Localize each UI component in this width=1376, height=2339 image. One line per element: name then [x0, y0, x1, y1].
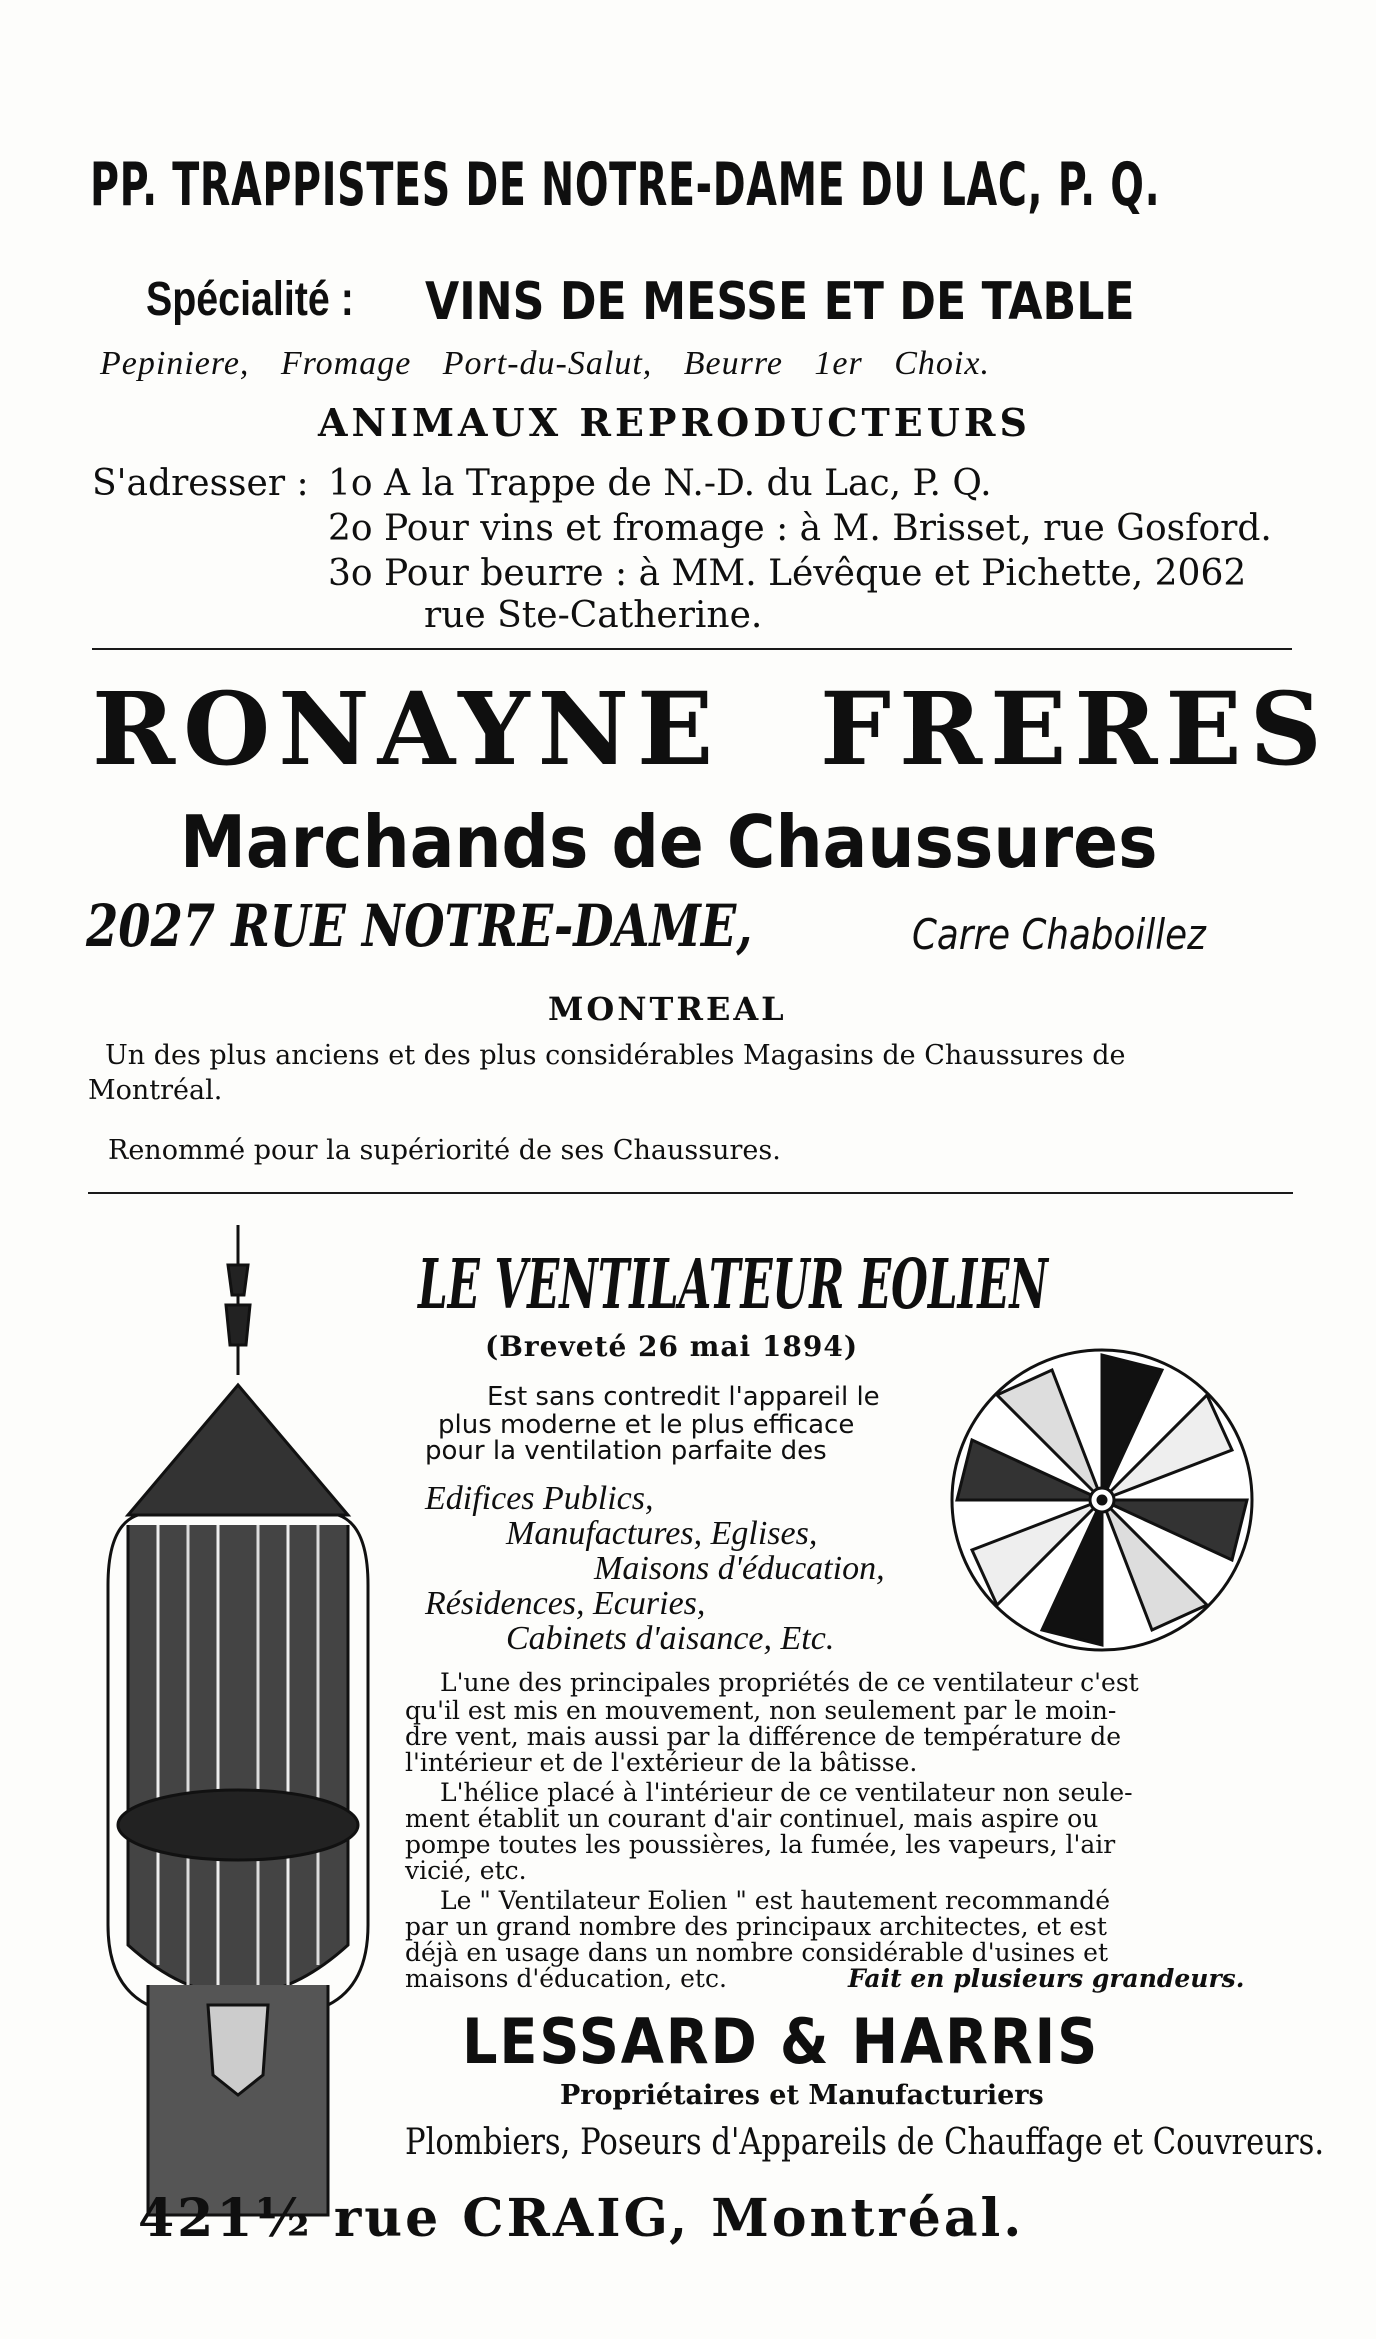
address-line: 3o Pour beurre : à MM. Lévêque et Pichette, 2062	[328, 553, 1247, 594]
trappistes-title: PP. TRAPPISTES DE NOTRE-DAME DU LAC, P. Q.	[90, 150, 1161, 220]
ventilator-illustration	[88, 1225, 418, 2225]
body-line: pompe toutes les poussières, la fumée, les vapeurs, l'air	[405, 1830, 1116, 1859]
body-line: vicié, etc.	[405, 1856, 527, 1885]
use-item: Cabinets d'aisance, Etc.	[506, 1620, 835, 1657]
use-item: Manufactures, Eglises,	[506, 1515, 818, 1552]
maker-role: Propriétaires et Manufacturiers	[560, 2080, 1044, 2111]
intro-line: Est sans contredit l'appareil le	[487, 1382, 880, 1412]
adresser-label: S'adresser :	[92, 463, 309, 504]
body-line: dre vent, mais aussi par la différence de température de	[405, 1722, 1122, 1751]
ronayne-city: MONTREAL	[548, 990, 787, 1028]
animaux-heading: ANIMAUX REPRODUCTEURS	[318, 400, 1031, 445]
body-line: qu'il est mis en mouvement, non seulement par le moin-	[405, 1696, 1117, 1725]
ronayne-name-2: FRERES	[820, 670, 1330, 788]
ronayne-description-2: Montréal.	[88, 1075, 223, 1106]
body-line: L'hélice placé à l'intérieur de ce ventilateur non seule-	[440, 1778, 1133, 1807]
ventilateur-brevet: (Breveté 26 mai 1894)	[485, 1330, 859, 1363]
divider	[88, 1192, 1293, 1194]
maker-address: 421½ rue CRAIG, Montréal.	[138, 2188, 1025, 2249]
specialite-value: VINS DE MESSE ET DE TABLE	[425, 272, 1135, 332]
ronayne-subtitle: Marchands de Chaussures	[180, 800, 1158, 884]
use-item: Résidences, Ecuries,	[425, 1585, 706, 1622]
maker-trades: Plombiers, Poseurs d'Appareils de Chauffage et Couvreurs.	[405, 2122, 1325, 2163]
address-line: 2o Pour vins et fromage : à M. Brisset, rue Gosford.	[328, 508, 1272, 549]
address-line: 1o A la Trappe de N.-D. du Lac, P. Q.	[328, 463, 992, 504]
maker-name: LESSARD & HARRIS	[462, 2005, 1100, 2078]
ronayne-address: 2027 RUE NOTRE-DAME,	[86, 892, 753, 960]
sizes-note: Fait en plusieurs grandeurs.	[848, 1964, 1245, 1993]
intro-line: plus moderne et le plus efficace	[438, 1410, 855, 1440]
body-line: déjà en usage dans un nombre considérable d'usines et	[405, 1938, 1109, 1967]
intro-line: pour la ventilation parfaite des	[425, 1436, 827, 1466]
body-line: Le " Ventilateur Eolien " est hautement recommandé	[440, 1886, 1110, 1915]
divider	[92, 648, 1292, 650]
ronayne-description: Un des plus anciens et des plus considérables Magasins de Chaussures de	[105, 1040, 1126, 1071]
use-item: Edifices Publics,	[425, 1480, 654, 1517]
use-item: Maisons d'éducation,	[594, 1550, 885, 1587]
trappistes-products: Pepiniere, Fromage Port-du-Salut, Beurre 1er Choix.	[100, 345, 990, 382]
specialite-label: Spécialité :	[146, 273, 354, 326]
rotor-illustration	[932, 1330, 1272, 1670]
ronayne-name: RONAYNE	[92, 670, 722, 788]
body-line: ment établit un courant d'air continuel, mais aspire ou	[405, 1804, 1099, 1833]
address-line: rue Ste-Catherine.	[424, 595, 763, 636]
body-line: maisons d'éducation, etc.	[405, 1964, 727, 1993]
body-line: L'une des principales propriétés de ce ventilateur c'est	[440, 1668, 1139, 1697]
body-line: par un grand nombre des principaux architectes, et est	[405, 1912, 1107, 1941]
ronayne-corner: Carre Chaboillez	[912, 910, 1206, 959]
body-line: l'intérieur et de l'extérieur de la bâtisse.	[405, 1748, 918, 1777]
ventilateur-title: LE VENTILATEUR EOLIEN	[418, 1245, 1048, 1325]
ronayne-tagline: Renommé pour la supériorité de ses Chaussures.	[108, 1135, 781, 1166]
